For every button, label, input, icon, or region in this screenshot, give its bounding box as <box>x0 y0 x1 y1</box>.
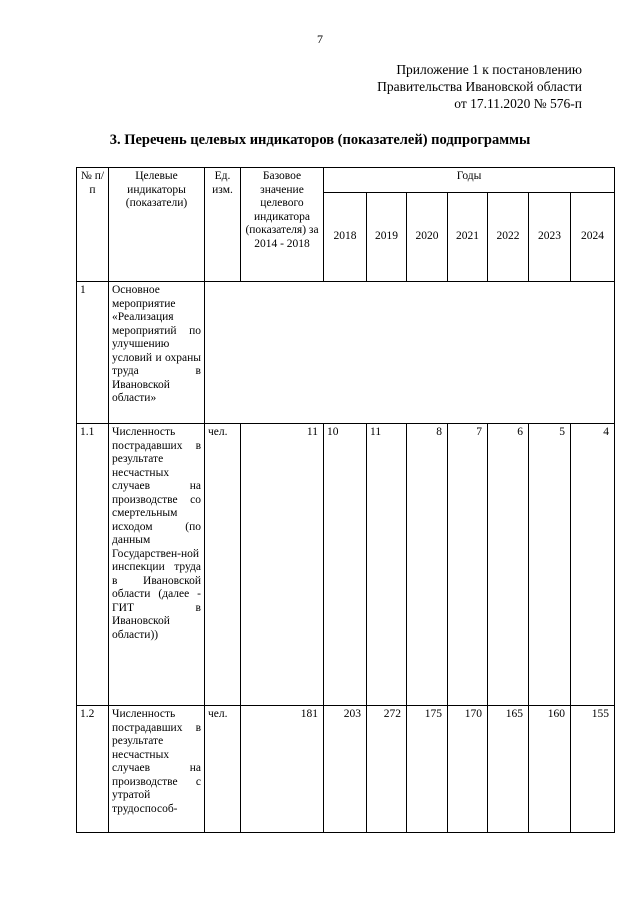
row-num: 1.2 <box>77 706 109 833</box>
row-value-2024: 155 <box>571 706 615 833</box>
appendix-line-3: от 17.11.2020 № 576-п <box>454 96 582 111</box>
header-num: № п/п <box>77 168 109 282</box>
row-empty-span <box>205 282 615 424</box>
row-value-2023: 160 <box>529 706 571 833</box>
row-value-2018: 10 <box>324 424 367 706</box>
row-indicator: Численность пострадавших в результате несчастных случаев на производстве со смертельным исходом (по данным Государствен-ной инспекции труда в Ивановской области (далее - ГИТ в Ивановской области)) <box>109 424 205 706</box>
row-indicator: Основное мероприятие «Реализация мероприятий по улучшению условий и охраны труда в Ивановской области» <box>109 282 205 424</box>
row-value-2020: 8 <box>407 424 448 706</box>
header-years-group: Годы <box>324 168 615 193</box>
table-row <box>77 424 615 706</box>
row-num: 1.1 <box>77 424 109 706</box>
indicators-table <box>76 167 615 833</box>
year-header: 2020 <box>407 193 448 282</box>
row-value-2021: 170 <box>448 706 488 833</box>
year-header: 2024 <box>571 193 615 282</box>
row-num: 1 <box>77 282 109 424</box>
row-value-2021: 7 <box>448 424 488 706</box>
row-value-2022: 6 <box>488 424 529 706</box>
row-base-value: 181 <box>241 706 324 833</box>
document-title: 3. Перечень целевых индикаторов (показателей) подпрограммы <box>109 132 531 148</box>
year-header: 2021 <box>448 193 488 282</box>
header-unit: Ед. изм. <box>205 168 241 282</box>
row-value-2018: 203 <box>324 706 367 833</box>
row-value-2024: 4 <box>571 424 615 706</box>
appendix-line-1: Приложение 1 к постановлению <box>396 62 582 77</box>
appendix-note <box>377 61 582 112</box>
row-value-2019: 272 <box>367 706 407 833</box>
header-base: Базовое значение целевого индикатора (показателя) за 2014 - 2018 <box>241 168 324 282</box>
row-unit: чел. <box>205 706 241 833</box>
appendix-line-2: Правительства Ивановской области <box>377 79 582 94</box>
year-header: 2023 <box>529 193 571 282</box>
row-value-2020: 175 <box>407 706 448 833</box>
year-header: 2018 <box>324 193 367 282</box>
row-value-2023: 5 <box>529 424 571 706</box>
year-header: 2022 <box>488 193 529 282</box>
table-row <box>77 282 615 424</box>
row-base-value: 11 <box>241 424 324 706</box>
header-row <box>77 168 615 193</box>
table-row <box>77 706 615 833</box>
row-unit: чел. <box>205 424 241 706</box>
year-header: 2019 <box>367 193 407 282</box>
row-value-2022: 165 <box>488 706 529 833</box>
row-value-2019: 11 <box>367 424 407 706</box>
header-indicator: Целевые индикаторы (показатели) <box>109 168 205 282</box>
page-number: 7 <box>317 32 323 46</box>
row-indicator: Численность пострадавших в результате несчастных случаев на производстве с утратой трудоспособ- <box>109 706 205 833</box>
